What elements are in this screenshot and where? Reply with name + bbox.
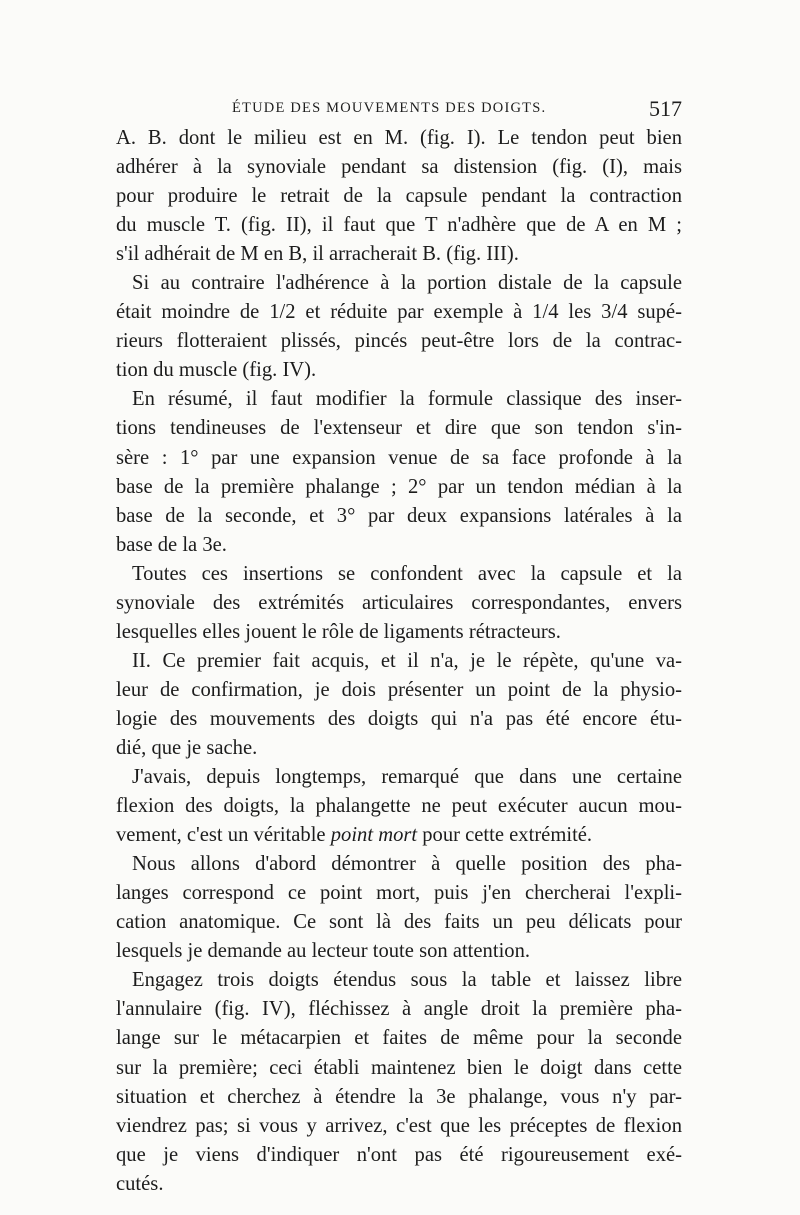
text-line: flexion des doigts, la phalangette ne peut exécuter aucun mou- [116, 795, 682, 818]
text-line: pour produire le retrait de la capsule pendant la contraction [116, 185, 682, 208]
text-line: sur la première; ceci établi maintenez bien le doigt dans cette [116, 1056, 682, 1079]
text-line: que je viens d'indiquer n'ont pas été rigoureusement exé- [116, 1143, 682, 1166]
text-line: En résumé, il faut modifier la formule classique des inser- [132, 388, 682, 411]
text-line: s'il adhérait de M en B, il arracherait B. (fig. III). [116, 243, 519, 266]
text-line: situation et cherchez à étendre la 3e phalange, vous n'y par- [116, 1085, 682, 1108]
text-run: vement, c'est un véritable [116, 824, 331, 847]
text-line: II. Ce premier fait acquis, et il n'a, je le répète, qu'une va- [132, 649, 682, 672]
text-line: Engagez trois doigts étendus sous la table et laissez libre [132, 969, 682, 992]
text-line: sère : 1° par une expansion venue de sa face profonde à la [116, 446, 682, 469]
text-run: pour cette extrémité. [417, 824, 593, 847]
text-line: viendrez pas; si vous y arrivez, c'est que les préceptes de flexion [116, 1114, 682, 1137]
text-line: langes correspond ce point mort, puis j'en chercherai l'expli- [116, 882, 682, 905]
text-line: J'avais, depuis longtemps, remarqué que dans une certaine [132, 766, 682, 789]
text-line: base de la seconde, et 3° par deux expansions latérales à la [116, 504, 682, 527]
page-number: 517 [649, 96, 682, 121]
paragraph [116, 269, 682, 385]
text-line: A. B. dont le milieu est en M. (fig. I). Le tendon peut bien [116, 127, 682, 149]
text-line: Nous allons d'abord démontrer à quelle position des pha- [132, 853, 682, 876]
text-line: leur de confirmation, je dois présenter un point de la physio- [116, 678, 682, 701]
text-line: était moindre de 1/2 et réduite par exemple à 1/4 les 3/4 supé- [116, 301, 682, 324]
running-head [116, 96, 682, 126]
paragraph [116, 966, 682, 1198]
text-line: lange sur le métacarpien et faites de même pour la seconde [116, 1027, 682, 1050]
text-line: l'annulaire (fig. IV), fléchissez à angle droit la première pha- [116, 998, 682, 1021]
text-line: rieurs flotteraient plissés, pincés peut-être lors de la contrac- [116, 330, 682, 353]
paragraph [116, 763, 682, 850]
text-line: adhérer à la synoviale pendant sa distension (fig. (I), mais [116, 156, 682, 179]
text-line: logie des mouvements des doigts qui n'a pas été encore étu- [116, 707, 682, 730]
emphasized-term: point mort [330, 824, 418, 847]
text-line: base de la première phalange ; 2° par un tendon médian à la [116, 475, 682, 498]
text-line: cutés. [116, 1172, 164, 1195]
text-line-with-emphasis [116, 821, 682, 850]
text-line: dié, que je sache. [116, 736, 258, 759]
text-line: Toutes ces insertions se confondent avec la capsule et la [132, 562, 682, 585]
text-line: tions tendineuses de l'extenseur et dire que son tendon s'in- [116, 417, 682, 440]
text-line: tion du muscle (fig. IV). [116, 359, 317, 382]
text-line: synoviale des extrémités articulaires correspondantes, envers [116, 591, 682, 614]
text-line: lesquelles elles jouent le rôle de ligaments rétracteurs. [116, 620, 561, 643]
body-text [116, 124, 682, 1199]
paragraph [116, 850, 682, 966]
paragraph [116, 647, 682, 763]
text-line: du muscle T. (fig. II), il faut que T n'adhère que de A en M ; [116, 214, 682, 237]
text-line: base de la 3e. [116, 533, 227, 556]
running-title: ÉTUDE DES MOUVEMENTS DES DOIGTS. [232, 100, 547, 116]
text-line: Si au contraire l'adhérence à la portion distale de la capsule [132, 272, 682, 295]
text-line: cation anatomique. Ce sont là des faits un peu délicats pour [116, 911, 682, 934]
paragraph [116, 560, 682, 647]
text-line: lesquels je demande au lecteur toute son attention. [116, 940, 531, 963]
paragraph [116, 385, 682, 559]
paragraph [116, 124, 682, 269]
